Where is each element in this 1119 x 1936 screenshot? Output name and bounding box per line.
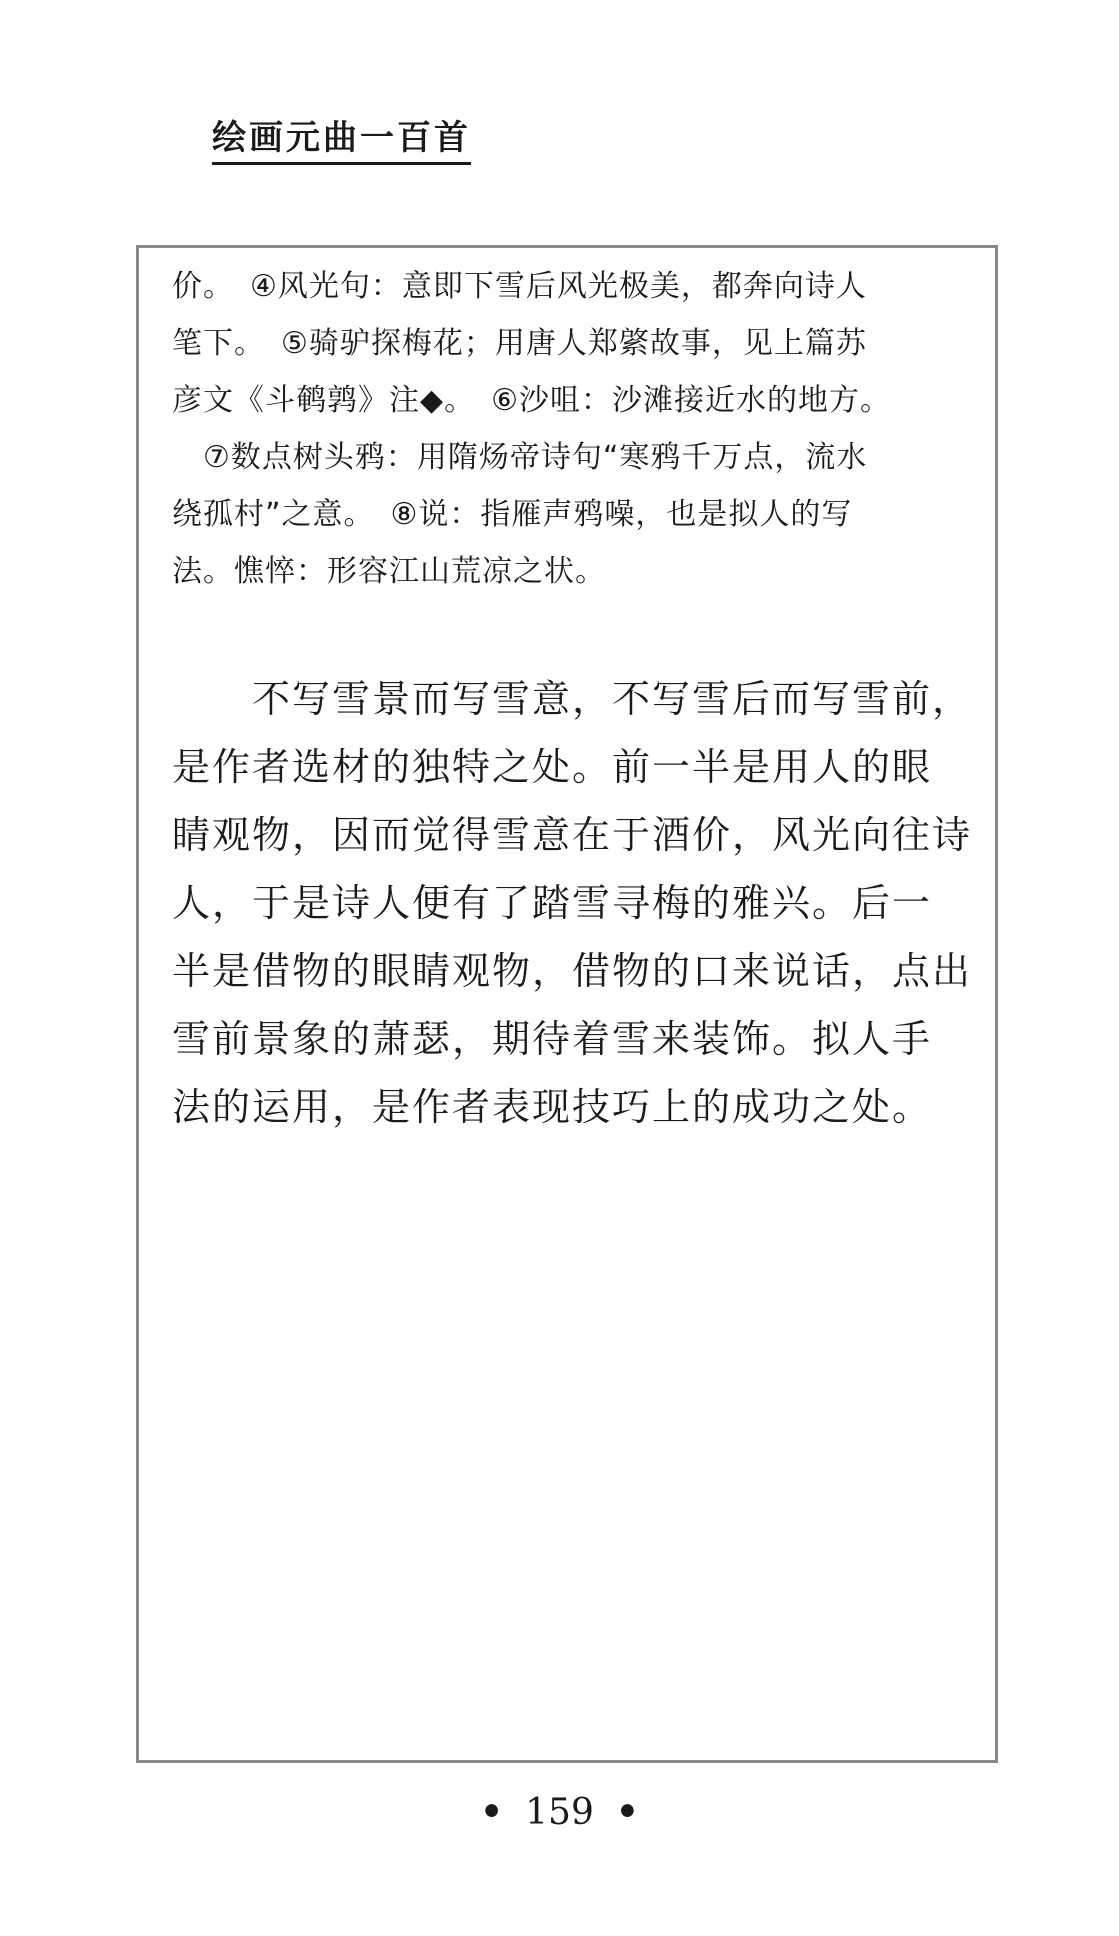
commentary-line: 不写雪景而写雪意，不写雪后而写雪前， xyxy=(172,677,973,721)
page-folio xyxy=(0,1790,1119,1835)
annotation-notes xyxy=(172,258,967,600)
commentary-line: 雪前景象的萧瑟，期待着雪来装饰。拟人手 xyxy=(172,1017,933,1061)
note-line: 笔下。 ⑤骑驴探梅花；用唐人郑綮故事，见上篇苏 xyxy=(172,326,867,361)
commentary-line: 是作者选材的独特之处。前一半是用人的眼 xyxy=(172,745,933,789)
note-line: ⑦数点树头鸦：用隋炀帝诗句“寒鸦千万点，流水 xyxy=(172,440,868,475)
folio-bullet-right: • xyxy=(615,1791,639,1833)
note-line: 绕孤村”之意。 ⑧说：指雁声鸦噪，也是拟人的写 xyxy=(172,497,853,532)
note-line: 彦文《斗鹌鹑》注◆。 ⑥沙咀：沙滩接近水的地方。 xyxy=(172,383,891,418)
commentary-line: 人，于是诗人便有了踏雪寻梅的雅兴。后一 xyxy=(172,881,933,925)
commentary-line: 法的运用，是作者表现技巧上的成功之处。 xyxy=(172,1085,933,1129)
note-line: 价。 ④风光句：意即下雪后风光极美，都奔向诗人 xyxy=(172,269,867,304)
folio-bullet-left: • xyxy=(480,1791,504,1833)
note-line: 法。憔悴：形容江山荒凉之状。 xyxy=(172,554,606,589)
commentary-paragraph xyxy=(172,665,973,1141)
running-header-book-title: 绘画元曲一百首 xyxy=(212,118,471,165)
commentary-line: 睛观物，因而觉得雪意在于酒价，风光向往诗 xyxy=(172,813,973,857)
page-number: 159 xyxy=(525,1792,594,1833)
commentary-line: 半是借物的眼睛观物，借物的口来说话，点出 xyxy=(172,949,973,993)
